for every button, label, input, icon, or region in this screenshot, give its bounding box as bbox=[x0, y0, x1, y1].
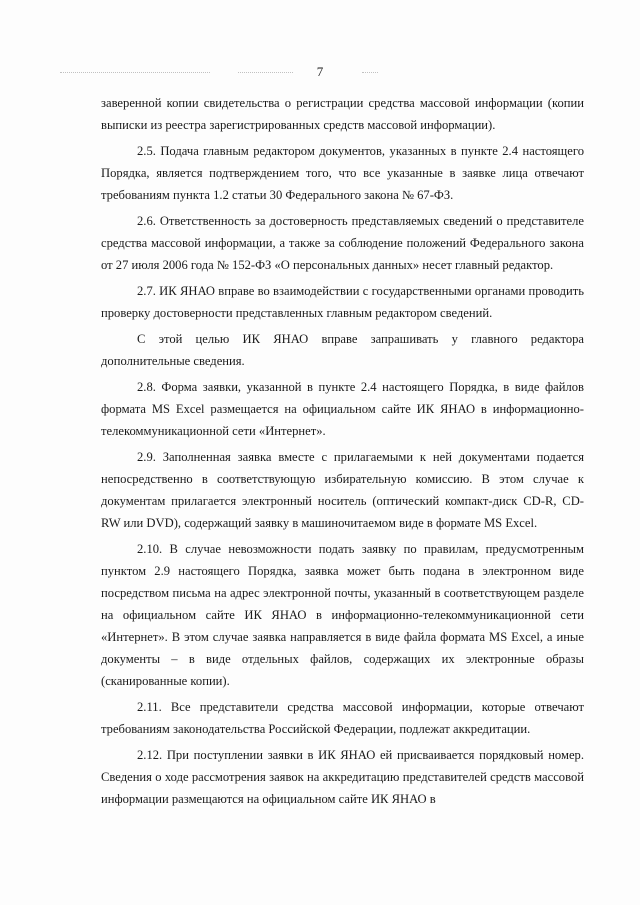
paragraph: 2.5. Подача главным редактором документов, указанных в пункте 2.4 настоящего Порядка, является подтверждением того, что все указанные в заявке лица отвечают требованиям пункта 1.2 статьи 30 Федерального закона № 67-ФЗ. bbox=[101, 144, 584, 202]
page-number: 7 bbox=[316, 64, 324, 79]
paragraph: заверенной копии свидетельства о регистрации средства массовой информации (копии выписки из реестра зарегистрированных средств массовой информации). bbox=[101, 96, 584, 132]
paragraph: 2.7. ИК ЯНАО вправе во взаимодействии с государственными органами проводить проверку достоверности представленных главным редактором сведений. bbox=[101, 284, 584, 320]
paragraph: С этой целью ИК ЯНАО вправе запрашивать у главного редактора дополнительные сведения. bbox=[101, 332, 584, 368]
paragraph: 2.12. При поступлении заявки в ИК ЯНАО ей присваивается порядковый номер. Сведения о ходе рассмотрения заявок на аккредитацию представителей средств массовой информации размещаются на официальном сайте ИК ЯНАО в bbox=[101, 748, 584, 806]
document-body bbox=[101, 92, 584, 814]
paragraph: 2.11. Все представители средства массовой информации, которые отвечают требованиям законодательства Российской Федерации, подлежат аккредитации. bbox=[101, 700, 584, 736]
paragraph: 2.6. Ответственность за достоверность представляемых сведений о представителе средства массовой информации, а также за соблюдение положений Федерального закона от 27 июля 2006 года № 152-ФЗ «О персональных данных» несет главный редактор. bbox=[101, 214, 584, 272]
paragraph: 2.10. В случае невозможности подать заявку по правилам, предусмотренным пунктом 2.9 настоящего Порядка, заявка может быть подана в электронном виде посредством письма на адрес электронной почты, указанный в соответствующем разделе на официальном сайте ИК ЯНАО в информационно-телекоммуникационной сети «Интернет». В этом случае заявка направляется в виде файла формата MS Excel, а иные документы – в виде отдельных файлов, содержащих их электронные образы (сканированные копии). bbox=[101, 542, 584, 688]
paragraph: 2.8. Форма заявки, указанной в пункте 2.4 настоящего Порядка, в виде файлов формата MS Excel размещается на официальном сайте ИК ЯНАО в информационно-телекоммуникационной сети «Интернет». bbox=[101, 380, 584, 438]
paragraph: 2.9. Заполненная заявка вместе с прилагаемыми к ней документами подается непосредственно в соответствующую избирательную комиссию. В этом случае к документам прилагается электронный носитель (оптический компакт-диск CD-R, CD-RW или DVD), содержащий заявку в машиночитаемом виде в формате MS Excel. bbox=[101, 450, 584, 530]
